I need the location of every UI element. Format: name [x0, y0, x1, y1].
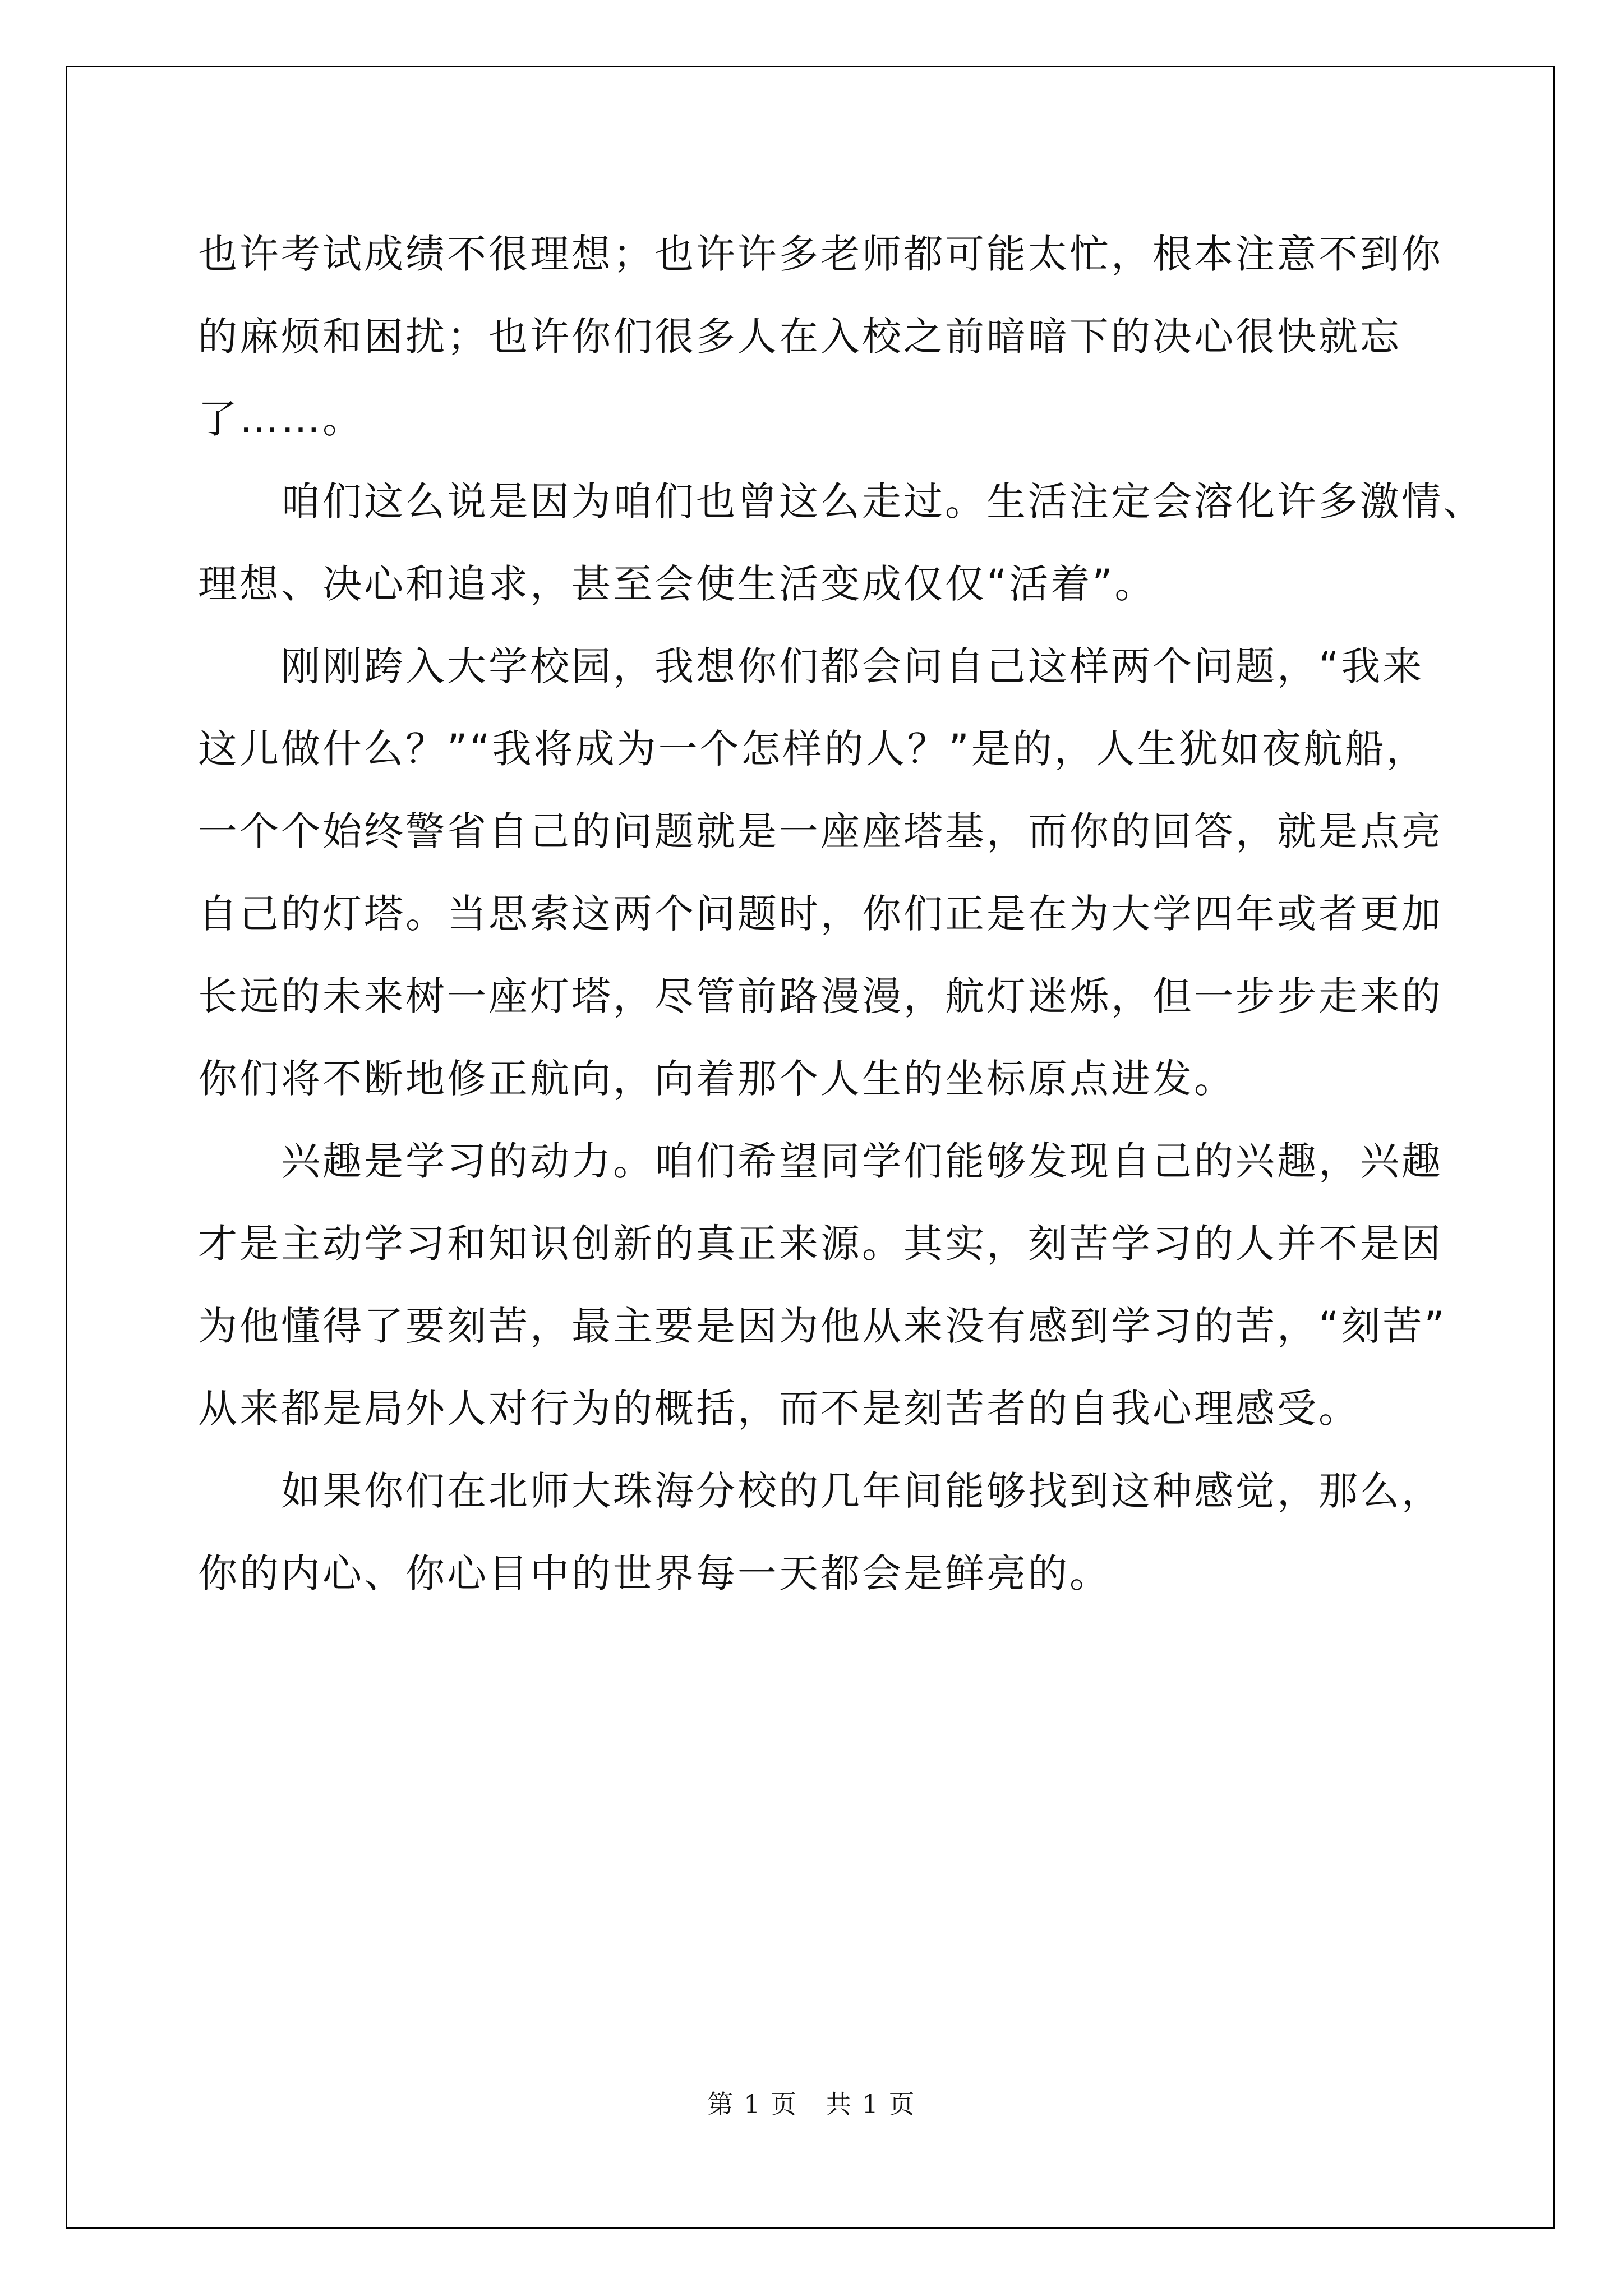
page-footer — [0, 2084, 1623, 2121]
text-line: 刚刚跨入大学校园，我想你们都会问自己这样两个问题，“我来 — [281, 643, 1424, 689]
text-line: 一个个始终警省自己的问题就是一座座塔基，而你的回答，就是点亮 — [198, 808, 1443, 854]
text-line: 你的内心、你心目中的世界每一天都会是鲜亮的。 — [198, 1550, 1111, 1596]
text-line: 咱们这么说是因为咱们也曾这么走过。生活注定会溶化许多激情、 — [281, 478, 1484, 524]
text-line: 从来都是局外人对行为的概括，而不是刻苦者的自我心理感受。 — [198, 1386, 1360, 1432]
page-total: 共 1 页 — [826, 2089, 916, 2119]
text-line: 才是主动学习和知识创新的真正来源。其实，刻苦学习的人并不是因 — [198, 1221, 1443, 1267]
paragraph — [198, 1120, 1447, 1450]
text-line: 如果你们在北师大珠海分校的几年间能够找到这种感觉，那么， — [281, 1468, 1443, 1514]
text-line: 了……。 — [198, 396, 364, 442]
text-line: 为他懂得了要刻苦，最主要是因为他从来没有感到学习的苦，“刻苦” — [198, 1303, 1447, 1349]
text-line: 这儿做什么？”“我将成为一个怎样的人？”是的，人生犹如夜航船， — [198, 726, 1428, 772]
text-line: 理想、决心和追求，甚至会使生活变成仅仅“活着”。 — [198, 561, 1156, 607]
paragraph — [198, 625, 1443, 1120]
document-body — [198, 213, 1484, 1615]
paragraph — [198, 461, 1484, 625]
text-line: 你们将不断地修正航向，向着那个人生的坐标原点进发。 — [198, 1056, 1235, 1102]
text-line: 兴趣是学习的动力。咱们希望同学们能够发现自己的兴趣，兴趣 — [281, 1138, 1443, 1184]
text-line: 也许考试成绩不很理想；也许许多老师都可能太忙，根本注意不到你 — [198, 231, 1443, 277]
paragraph — [198, 1450, 1443, 1615]
page-number: 第 1 页 — [707, 2089, 797, 2119]
text-line: 的麻烦和困扰；也许你们很多人在入校之前暗暗下的决心很快就忘 — [198, 314, 1401, 360]
paragraph — [198, 213, 1443, 461]
text-line: 长远的未来树一座灯塔，尽管前路漫漫，航灯迷烁，但一步步走来的 — [198, 973, 1443, 1019]
text-line: 自己的灯塔。当思索这两个问题时，你们正是在为大学四年或者更加 — [198, 891, 1443, 937]
